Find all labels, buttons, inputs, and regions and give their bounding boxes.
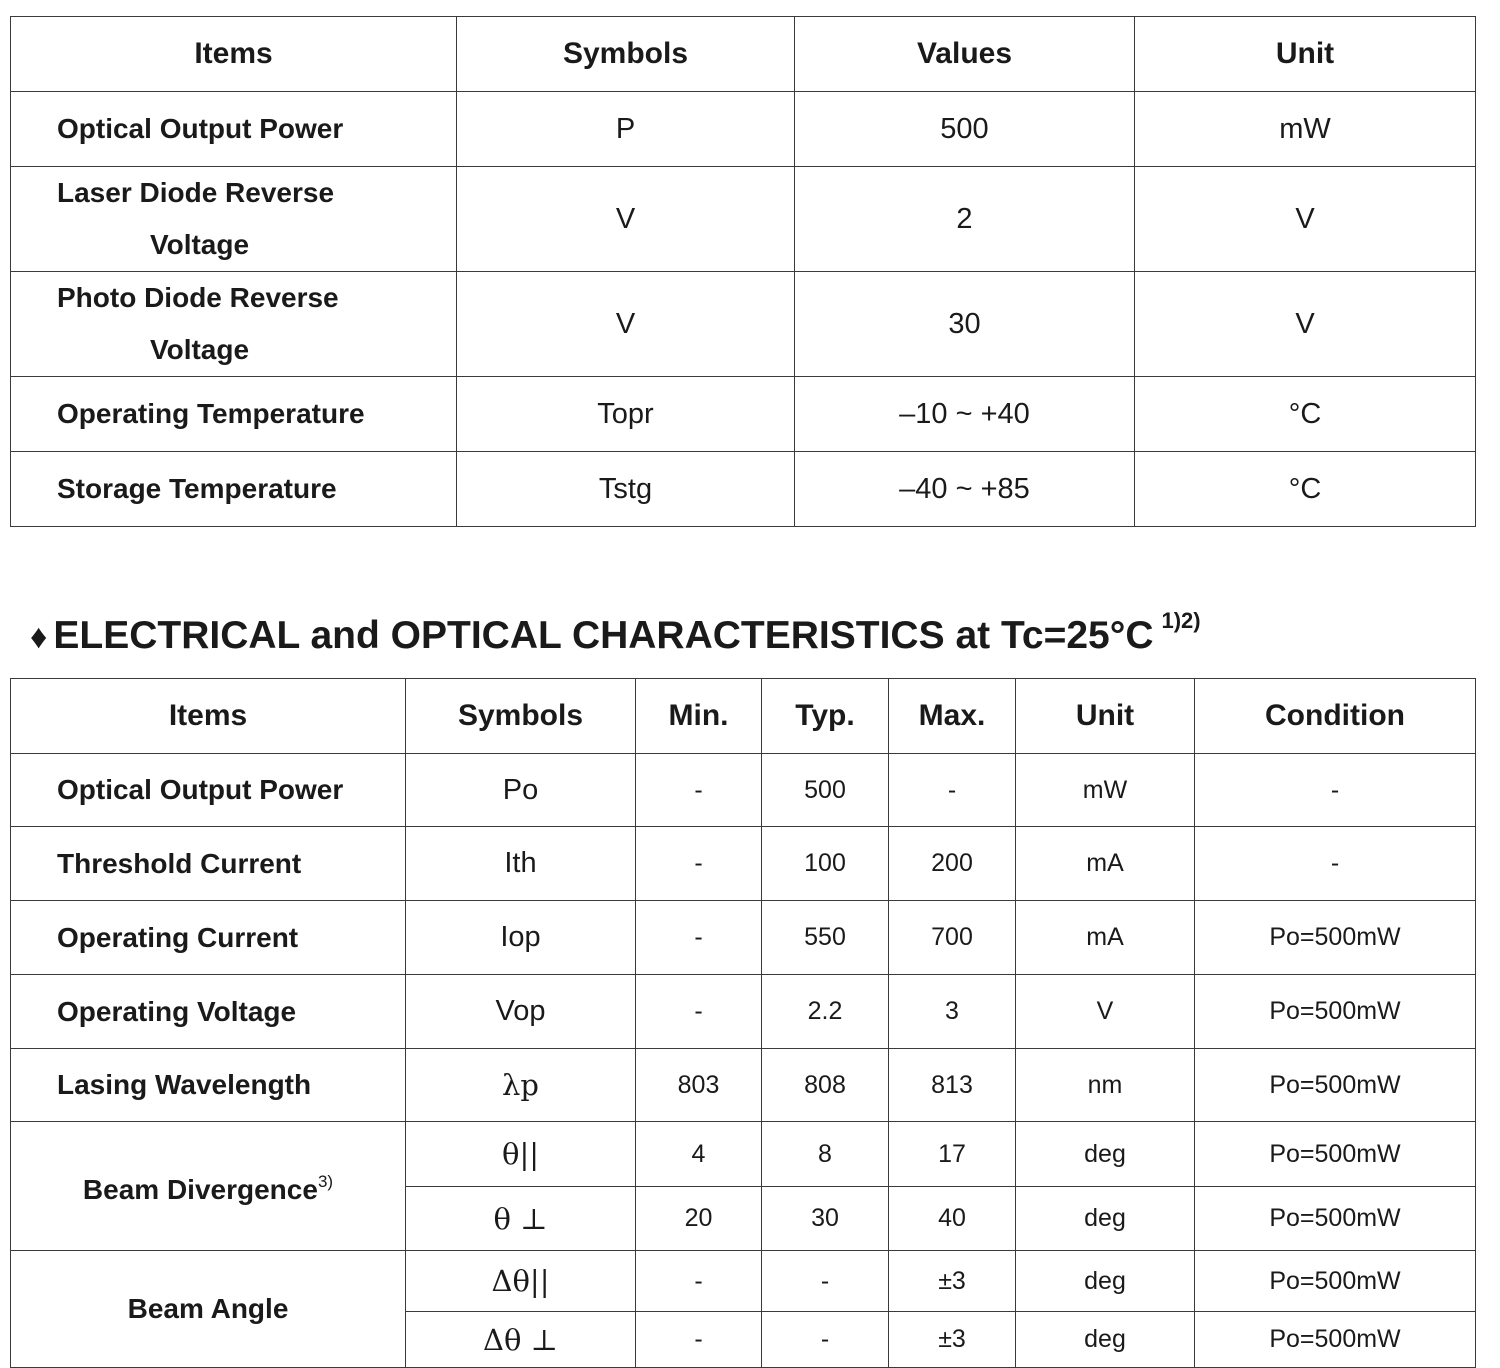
item-cell [11, 1122, 406, 1251]
symbol-cell: θ ⊥ [406, 1187, 636, 1251]
item-cell: Threshold Current [11, 827, 406, 901]
unit-cell: deg [1016, 1251, 1195, 1312]
condition-cell: Po=500mW [1195, 1122, 1476, 1187]
unit-cell: mA [1016, 827, 1195, 901]
item-cell [11, 92, 457, 167]
item-label-line2: Voltage [150, 334, 250, 365]
item-label: Laser Diode Reverse [57, 177, 335, 208]
max-cell: 3 [889, 975, 1016, 1049]
typ-cell: 550 [762, 901, 889, 975]
item-label: Optical Output Power [57, 113, 344, 144]
typ-cell: - [762, 1312, 889, 1368]
condition-cell: - [1195, 754, 1476, 827]
table-row [11, 1251, 1476, 1312]
condition-cell: Po=500mW [1195, 975, 1476, 1049]
item-cell: Optical Output Power [11, 754, 406, 827]
max-cell: 17 [889, 1122, 1016, 1187]
table-row [11, 975, 1476, 1049]
header-condition: Condition [1195, 679, 1476, 754]
symbol-cell: Tstg [457, 452, 795, 527]
symbol-cell: Topr [457, 377, 795, 452]
item-cell [11, 272, 457, 377]
item-cell [11, 377, 457, 452]
min-cell: - [636, 901, 762, 975]
symbol-cell: Δθ|| [406, 1251, 636, 1312]
item-cell: Operating Current [11, 901, 406, 975]
max-cell: - [889, 754, 1016, 827]
symbol-cell: Δθ ⊥ [406, 1312, 636, 1368]
symbol-cell: P [457, 92, 795, 167]
typ-cell: 100 [762, 827, 889, 901]
diamond-bullet-icon: ♦ [30, 618, 48, 656]
item-label: Operating Temperature [57, 398, 365, 429]
header-symbols: Symbols [406, 679, 636, 754]
value-cell: 500 [795, 92, 1135, 167]
typ-cell: 2.2 [762, 975, 889, 1049]
typ-cell: 30 [762, 1187, 889, 1251]
header-typ: Typ. [762, 679, 889, 754]
typ-cell: - [762, 1251, 889, 1312]
symbol-cell: Ith [406, 827, 636, 901]
header-unit: Unit [1135, 17, 1476, 92]
condition-cell: Po=500mW [1195, 1251, 1476, 1312]
header-max: Max. [889, 679, 1016, 754]
table-row [11, 272, 1476, 377]
item-cell: Lasing Wavelength [11, 1049, 406, 1122]
footnote-marker: 3) [317, 1172, 334, 1191]
unit-cell: deg [1016, 1187, 1195, 1251]
item-cell [11, 452, 457, 527]
header-symbols: Symbols [457, 17, 795, 92]
symbol-cell: Iop [406, 901, 636, 975]
value-cell: 2 [795, 167, 1135, 272]
section-notes: 1)2) [1161, 608, 1201, 633]
unit-cell: °C [1135, 377, 1476, 452]
table-header-row [11, 17, 1476, 92]
item-cell [11, 1251, 406, 1368]
section-heading [30, 608, 1201, 658]
unit-cell: °C [1135, 452, 1476, 527]
table-row [11, 827, 1476, 901]
symbol-cell: θ|| [406, 1122, 636, 1187]
condition-cell: Po=500mW [1195, 1187, 1476, 1251]
header-values: Values [795, 17, 1135, 92]
symbol-cell: V [457, 167, 795, 272]
condition-cell: Po=500mW [1195, 1312, 1476, 1368]
table-row [11, 1049, 1476, 1122]
max-cell: 700 [889, 901, 1016, 975]
unit-cell: V [1135, 167, 1476, 272]
table-row [11, 452, 1476, 527]
header-min: Min. [636, 679, 762, 754]
typ-cell: 808 [762, 1049, 889, 1122]
section-title: ELECTRICAL and OPTICAL CHARACTERISTICS at Tc=25°C [53, 614, 1154, 657]
min-cell: - [636, 1251, 762, 1312]
symbol-cell: λp [406, 1049, 636, 1122]
max-cell: ±3 [889, 1251, 1016, 1312]
header-unit: Unit [1016, 679, 1195, 754]
unit-cell: mW [1135, 92, 1476, 167]
min-cell: - [636, 754, 762, 827]
table-row [11, 92, 1476, 167]
header-items: Items [11, 679, 406, 754]
table-header-row [11, 679, 1476, 754]
absolute-ratings-table [10, 16, 1476, 527]
unit-cell: deg [1016, 1312, 1195, 1368]
item-cell [11, 167, 457, 272]
value-cell: 30 [795, 272, 1135, 377]
item-cell: Operating Voltage [11, 975, 406, 1049]
unit-cell: nm [1016, 1049, 1195, 1122]
min-cell: - [636, 827, 762, 901]
unit-cell: deg [1016, 1122, 1195, 1187]
item-label-line2: Voltage [150, 229, 250, 260]
header-items: Items [11, 17, 457, 92]
max-cell: ±3 [889, 1312, 1016, 1368]
condition-cell: - [1195, 827, 1476, 901]
table-row [11, 1122, 1476, 1187]
table-row [11, 167, 1476, 272]
item-label: Beam Angle [127, 1293, 289, 1324]
symbol-cell: Vop [406, 975, 636, 1049]
typ-cell: 8 [762, 1122, 889, 1187]
item-label: Storage Temperature [57, 473, 337, 504]
min-cell: 4 [636, 1122, 762, 1187]
min-cell: - [636, 975, 762, 1049]
value-cell: –40 ~ +85 [795, 452, 1135, 527]
min-cell: 803 [636, 1049, 762, 1122]
value-cell: –10 ~ +40 [795, 377, 1135, 452]
item-label: Beam Divergence [82, 1174, 318, 1205]
min-cell: 20 [636, 1187, 762, 1251]
unit-cell: V [1016, 975, 1195, 1049]
table-row [11, 377, 1476, 452]
unit-cell: V [1135, 272, 1476, 377]
max-cell: 200 [889, 827, 1016, 901]
typ-cell: 500 [762, 754, 889, 827]
table-row [11, 901, 1476, 975]
table-row [11, 754, 1476, 827]
unit-cell: mA [1016, 901, 1195, 975]
condition-cell: Po=500mW [1195, 901, 1476, 975]
max-cell: 813 [889, 1049, 1016, 1122]
symbol-cell: V [457, 272, 795, 377]
condition-cell: Po=500mW [1195, 1049, 1476, 1122]
symbol-cell: Po [406, 754, 636, 827]
max-cell: 40 [889, 1187, 1016, 1251]
item-label: Photo Diode Reverse [57, 282, 339, 313]
min-cell: - [636, 1312, 762, 1368]
characteristics-table [10, 678, 1476, 1368]
unit-cell: mW [1016, 754, 1195, 827]
